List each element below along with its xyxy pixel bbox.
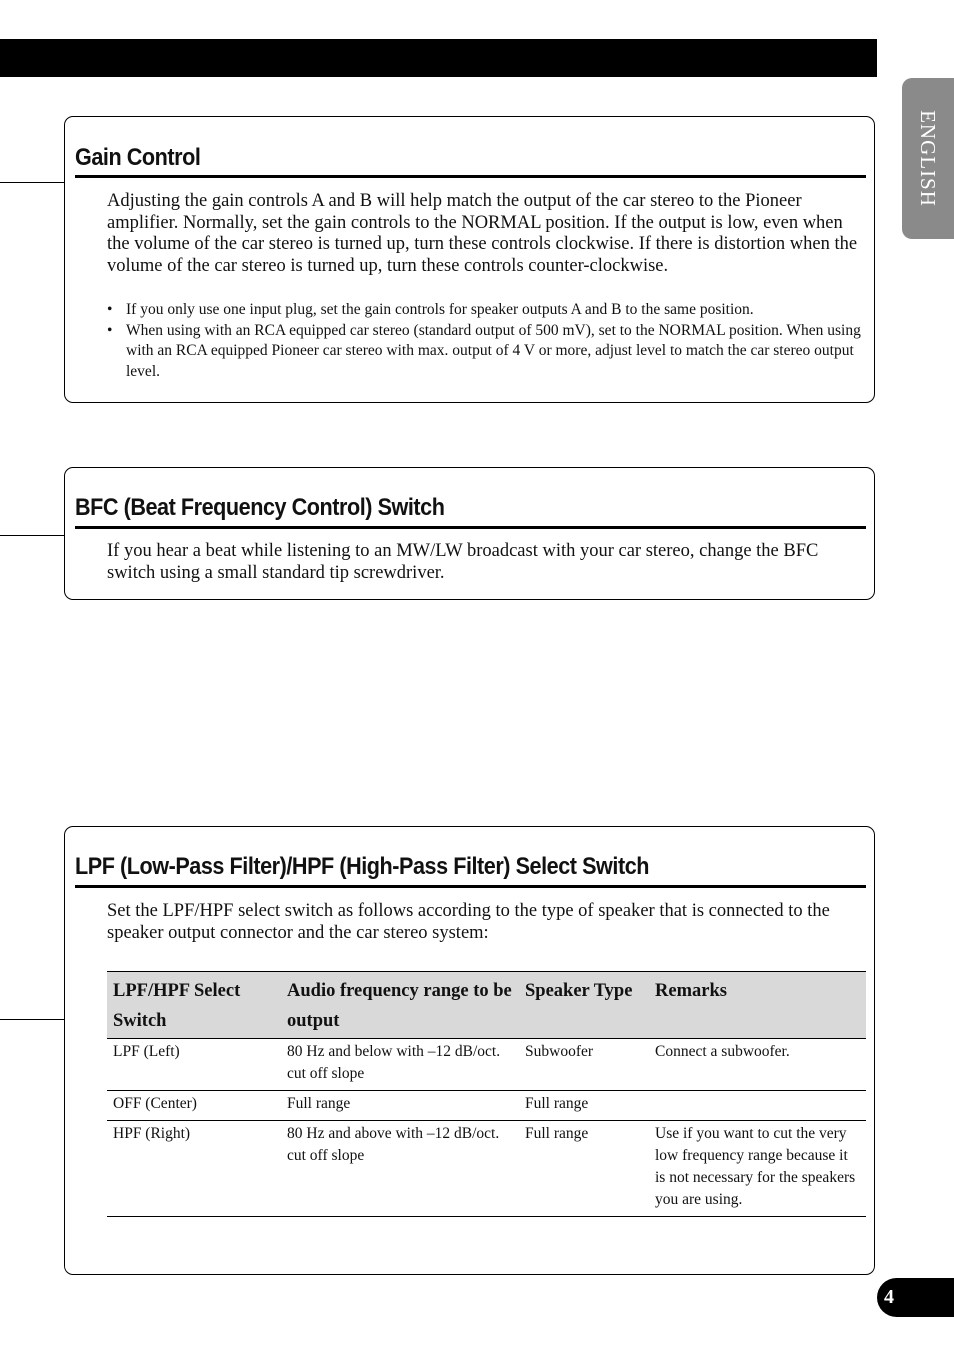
table-cell: Use if you want to cut the very low frequency range because it is not necessary for the speakers you are using. bbox=[649, 1121, 866, 1217]
table-row bbox=[107, 1121, 866, 1217]
lpf-hpf-section bbox=[64, 826, 875, 1275]
lpf-hpf-title: LPF (Low-Pass Filter)/HPF (High-Pass Filter) Select Switch bbox=[75, 853, 650, 880]
table-cell: OFF (Center) bbox=[107, 1091, 281, 1121]
table-cell: LPF (Left) bbox=[107, 1039, 281, 1091]
heading-rule bbox=[75, 885, 866, 888]
page-number: 4 bbox=[877, 1278, 954, 1317]
table-cell: 80 Hz and above with –12 dB/oct. cut off slope bbox=[281, 1121, 519, 1217]
list-item: • If you only use one input plug, set the gain controls for speaker outputs A and B to the same position. bbox=[107, 300, 872, 321]
gain-control-title: Gain Control bbox=[75, 144, 201, 171]
lpf-hpf-table bbox=[107, 971, 866, 1217]
table-row bbox=[107, 1091, 866, 1121]
table-cell: Full range bbox=[519, 1091, 649, 1121]
bfc-switch-title: BFC (Beat Frequency Control) Switch bbox=[75, 494, 445, 521]
table-cell: Subwoofer bbox=[519, 1039, 649, 1091]
heading-rule bbox=[75, 526, 866, 529]
column-header: Speaker Type bbox=[519, 972, 649, 1039]
bfc-switch-body: If you hear a beat while listening to an MW/LW broadcast with your car stereo, change the BFC switch using a small standard tip screwdriver. bbox=[107, 541, 819, 583]
table-cell: 80 Hz and below with –12 dB/oct. cut off slope bbox=[281, 1039, 519, 1091]
list-item: • When using with an RCA equipped car stereo (standard output of 500 mV), set to the NORMAL position. When using with an RCA equipped Pioneer car stereo with max. output of 4 V or more, adjust level to match the car stereo output level. bbox=[107, 321, 872, 383]
margin-rule bbox=[0, 1019, 64, 1020]
bfc-switch-section bbox=[64, 467, 875, 600]
heading-rule bbox=[75, 175, 866, 178]
table-cell: Full range bbox=[281, 1091, 519, 1121]
table-cell: HPF (Right) bbox=[107, 1121, 281, 1217]
margin-rule bbox=[0, 182, 64, 183]
column-header: Remarks bbox=[649, 972, 866, 1039]
table-cell bbox=[649, 1091, 866, 1121]
gain-control-body: Adjusting the gain controls A and B will help match the output of the car stereo to the Pioneer amplifier. Normally, set the gain controls to the NORMAL position. If the output is low, even when the volume of the car stereo is turned up, turn these controls clockwise. If there is distortion when the volume of the car stereo is turned up, turn these controls counter-clockwise. bbox=[107, 191, 858, 276]
language-tab[interactable] bbox=[902, 78, 954, 239]
language-tab-label: ENGLISH bbox=[916, 110, 940, 207]
column-header: Audio frequency range to be output bbox=[281, 972, 519, 1039]
gain-control-section bbox=[64, 116, 875, 403]
margin-rule bbox=[0, 535, 64, 536]
table-cell: Full range bbox=[519, 1121, 649, 1217]
gain-control-notes bbox=[107, 300, 872, 382]
lpf-hpf-body: Set the LPF/HPF select switch as follows according to the type of speaker that is connected to the speaker output connector and the car stereo system: bbox=[107, 901, 830, 943]
top-header-bar bbox=[0, 39, 877, 77]
table-cell: Connect a subwoofer. bbox=[649, 1039, 866, 1091]
table-header-row bbox=[107, 972, 866, 1039]
column-header: LPF/HPF Select Switch bbox=[107, 972, 281, 1039]
table-row bbox=[107, 1039, 866, 1091]
